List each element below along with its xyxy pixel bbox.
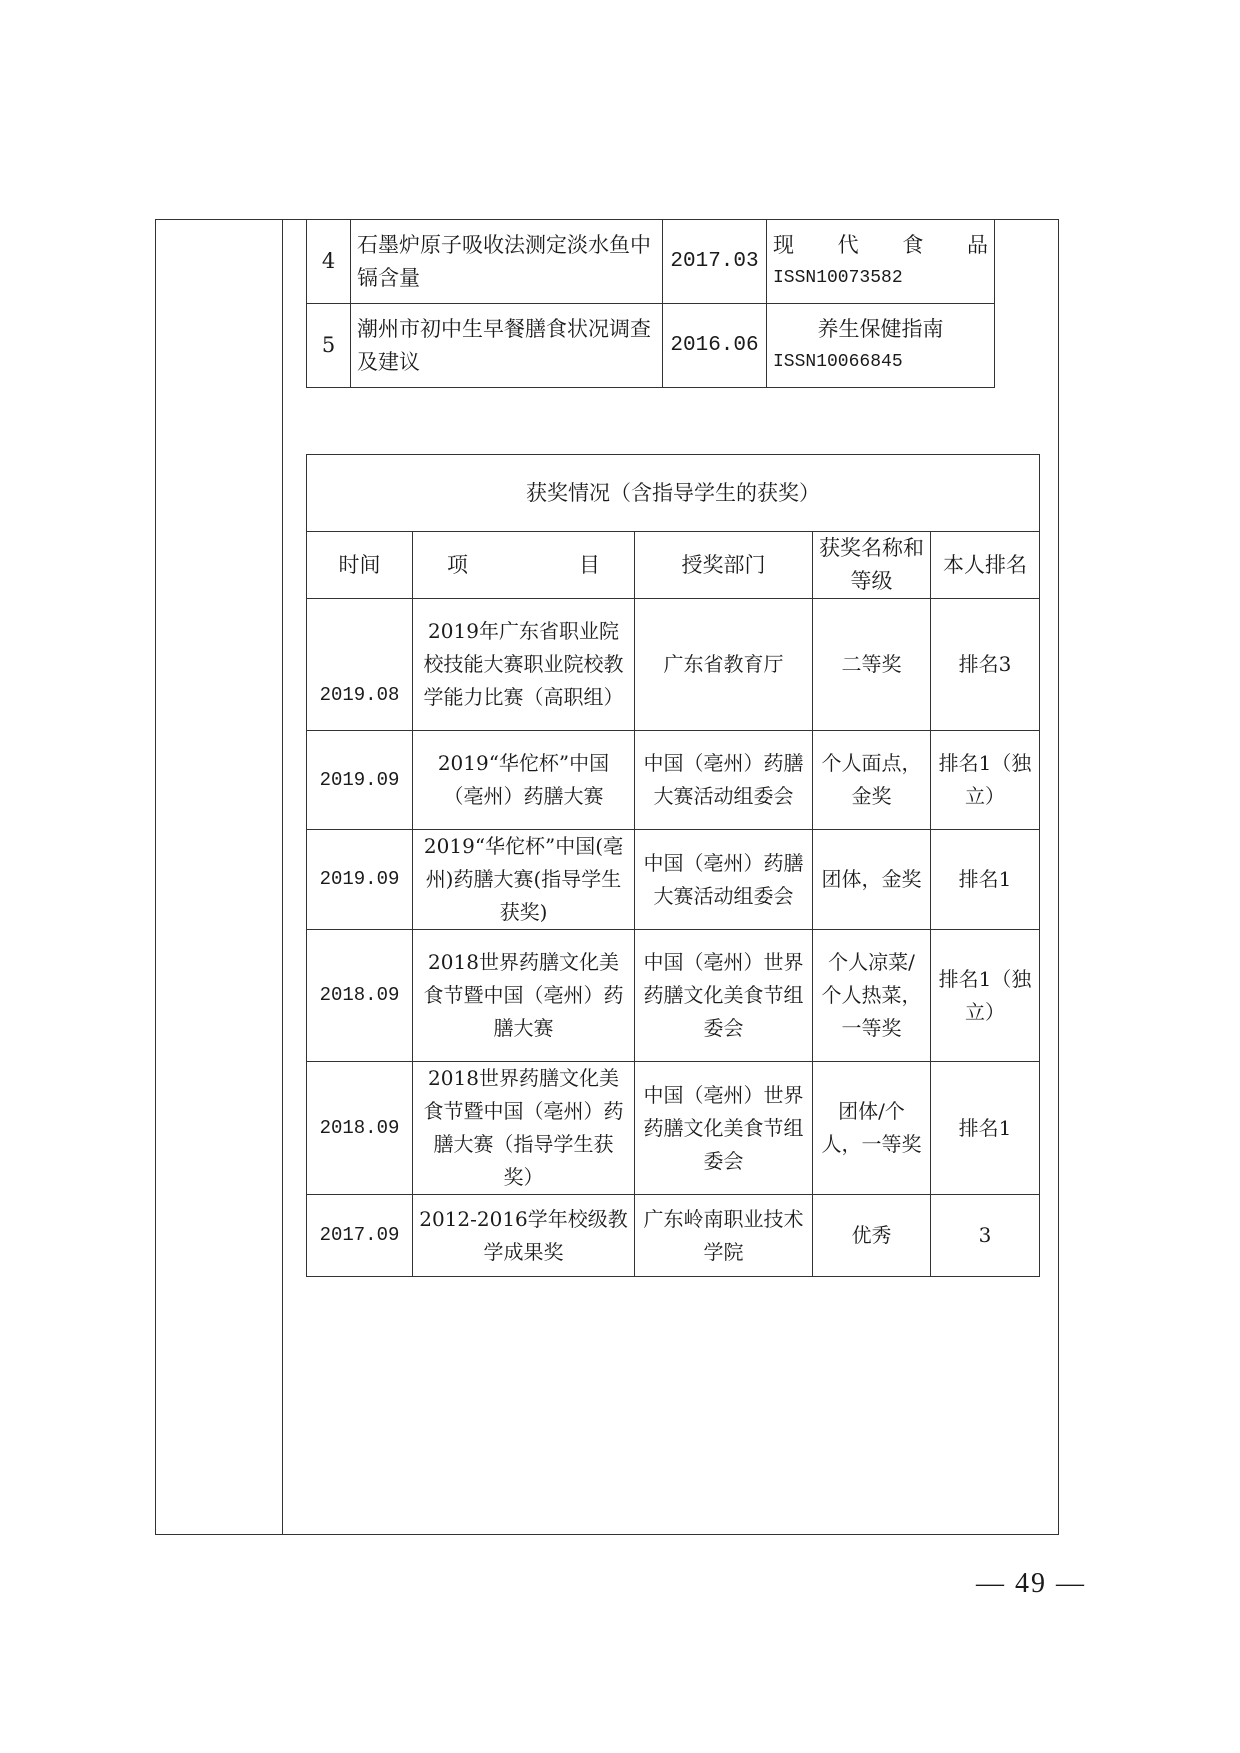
award-rank: 排名1（独立） — [931, 930, 1040, 1062]
table-row — [307, 830, 1040, 930]
award-name: 个人面点，金奖 — [813, 731, 931, 830]
table-row — [307, 1062, 1040, 1195]
header-department: 授奖部门 — [635, 532, 813, 599]
frame-divider — [282, 219, 283, 1535]
award-project: 2012-2016学年校级教学成果奖 — [413, 1195, 635, 1277]
page-number: — 49 — — [976, 1568, 1086, 1599]
awards-title: 获奖情况（含指导学生的获奖） — [307, 455, 1040, 532]
award-rank: 3 — [931, 1195, 1040, 1277]
award-rank: 排名1 — [931, 830, 1040, 930]
award-name: 团体/个人，一等奖 — [813, 1062, 931, 1195]
award-name: 二等奖 — [813, 599, 931, 731]
award-department: 中国（亳州）药膳大赛活动组委会 — [635, 731, 813, 830]
award-project: 2019年广东省职业院校技能大赛职业院校教学能力比赛（高职组） — [413, 599, 635, 731]
award-department: 中国（亳州）世界药膳文化美食节组委会 — [635, 930, 813, 1062]
award-project: 2018世界药膳文化美食节暨中国（亳州）药膳大赛（指导学生获奖） — [413, 1062, 635, 1195]
award-name: 优秀 — [813, 1195, 931, 1277]
publications-table — [306, 219, 995, 388]
pub-title: 潮州市初中生早餐膳食状况调查及建议 — [351, 304, 663, 388]
award-time: 2019.08 — [307, 599, 413, 731]
award-project: 2019“华佗杯”中国（亳州）药膳大赛 — [413, 731, 635, 830]
award-project: 2019“华佗杯”中国(亳州)药膳大赛(指导学生获奖) — [413, 830, 635, 930]
award-time: 2017.09 — [307, 1195, 413, 1277]
award-department: 中国（亳州）药膳大赛活动组委会 — [635, 830, 813, 930]
table-row — [307, 1195, 1040, 1277]
header-award-name: 获奖名称和等级 — [813, 532, 931, 599]
pub-journal: 现 代 食 品 — [773, 232, 988, 257]
award-department: 中国（亳州）世界药膳文化美食节组委会 — [635, 1062, 813, 1195]
award-project: 2018世界药膳文化美食节暨中国（亳州）药膳大赛 — [413, 930, 635, 1062]
award-rank: 排名3 — [931, 599, 1040, 731]
table-row — [307, 731, 1040, 830]
award-rank: 排名1（独立） — [931, 731, 1040, 830]
award-name: 个人凉菜/个人热菜，一等奖 — [813, 930, 931, 1062]
pub-journal: 养生保健指南 — [817, 316, 944, 341]
table-row — [307, 220, 995, 304]
award-time: 2019.09 — [307, 731, 413, 830]
award-time: 2019.09 — [307, 830, 413, 930]
award-time: 2018.09 — [307, 1062, 413, 1195]
table-row — [307, 599, 1040, 731]
award-time: 2018.09 — [307, 930, 413, 1062]
pub-issn: ISSN10066845 — [773, 351, 903, 372]
table-row — [307, 930, 1040, 1062]
header-project: 项 目 — [413, 532, 635, 599]
pub-journal-cell — [767, 220, 995, 304]
award-department: 广东省教育厅 — [635, 599, 813, 731]
pub-date: 2017.03 — [663, 220, 767, 304]
pub-issn: ISSN10073582 — [773, 267, 903, 288]
awards-title-row — [307, 455, 1040, 532]
header-rank: 本人排名 — [931, 532, 1040, 599]
awards-header-row — [307, 532, 1040, 599]
pub-number: 4 — [307, 220, 351, 304]
pub-title: 石墨炉原子吸收法测定淡水鱼中镉含量 — [351, 220, 663, 304]
pub-date: 2016.06 — [663, 304, 767, 388]
award-name: 团体，金奖 — [813, 830, 931, 930]
table-row — [307, 304, 995, 388]
awards-table — [306, 454, 1040, 1277]
pub-number: 5 — [307, 304, 351, 388]
pub-journal-cell — [767, 304, 995, 388]
header-time: 时间 — [307, 532, 413, 599]
award-department: 广东岭南职业技术学院 — [635, 1195, 813, 1277]
award-rank: 排名1 — [931, 1062, 1040, 1195]
